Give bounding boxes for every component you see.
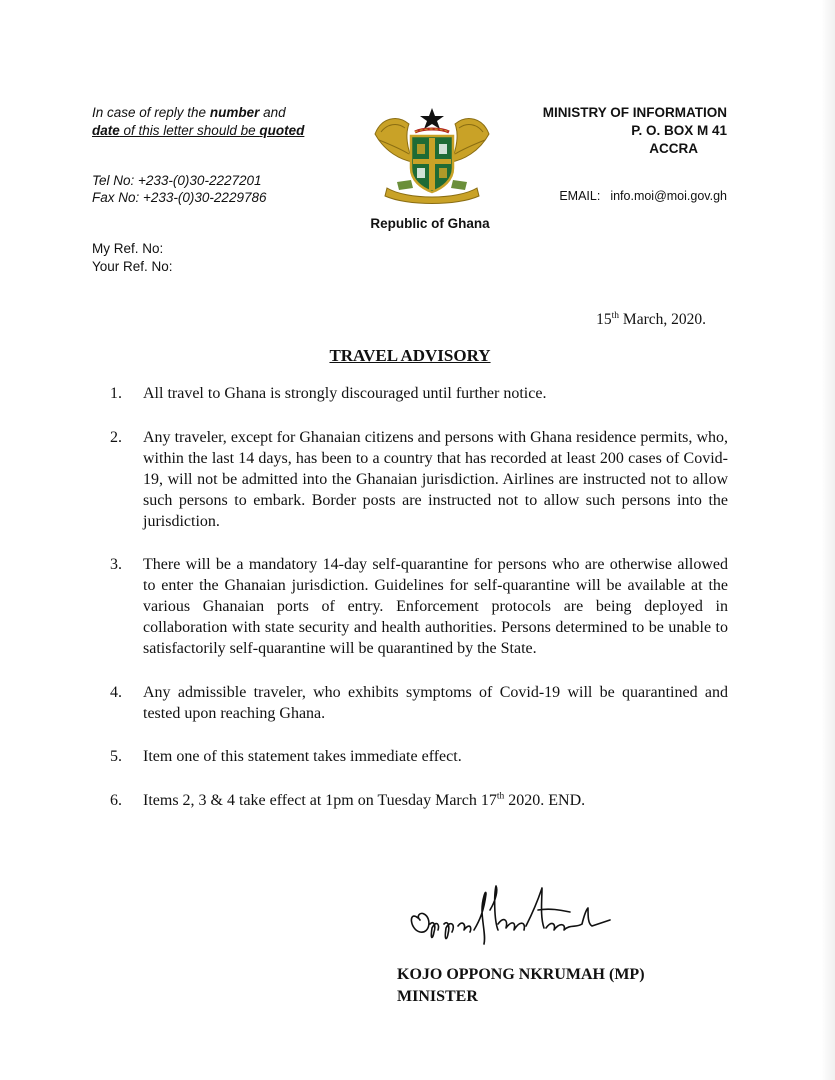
reply-number-word: number xyxy=(209,105,260,120)
letter-date: 15th March, 2020. xyxy=(596,310,706,328)
reference-numbers xyxy=(92,240,173,276)
email-label: EMAIL: xyxy=(559,189,601,203)
my-ref: My Ref. No: xyxy=(92,241,164,256)
your-ref: Your Ref. No: xyxy=(92,259,173,274)
list-item: 1. All travel to Ghana is strongly discouraged until further notice. xyxy=(110,385,547,402)
tel-number: Tel No: +233-(0)30-2227201 xyxy=(92,173,262,188)
list-item: 3. There will be a mandatory 14-day self-quarantine for persons who are otherwise allowed to enter the Ghanaian jurisdiction. Guidelines for self-quarantine will be available at the various Ghanaian ports of entry. Enforcement protocols are being deployed in collaboration with state security and health authorities. Persons determined to be unable to satisfactorily self-quarantine will be quarantined by the State. xyxy=(110,556,728,657)
list-item: 6. Items 2, 3 & 4 take effect at 1pm on Tuesday March 17th 2020. END. xyxy=(110,791,586,809)
ghana-coat-of-arms-icon xyxy=(367,104,497,208)
reply-date-word: date xyxy=(92,123,120,138)
ministry-name: MINISTRY OF INFORMATION xyxy=(542,105,727,120)
list-item: 4. Any admissible traveler, who exhibits symptoms of Covid-19 will be quarantined and tested upon reaching Ghana. xyxy=(110,683,728,722)
po-box: P. O. BOX M 41 xyxy=(631,123,727,138)
list-item: 5. Item one of this statement takes immediate effect. xyxy=(110,748,462,765)
republic-label: Republic of Ghana xyxy=(370,216,490,231)
minister-signature-icon xyxy=(400,880,625,950)
list-item: 2. Any traveler, except for Ghanaian citizens and persons with Ghana residence permits, who, within the last 14 days, has been to a country that has recorded at least 200 cases of Covid-19, will not be admitted into the Ghanaian jurisdiction. Airlines are instructed not to allow such persons to embark. Border posts are instructed not to allow such persons into the jurisdiction. xyxy=(110,428,728,530)
reply-instructions xyxy=(92,104,304,140)
signer-role: MINISTER xyxy=(397,988,478,1005)
contact-phones xyxy=(92,172,267,206)
ministry-address xyxy=(543,104,727,158)
advisory-title: TRAVEL ADVISORY xyxy=(329,346,491,365)
fax-number: Fax No: +233-(0)30-2229786 xyxy=(92,190,267,205)
reply-quoted-word: quoted xyxy=(259,123,305,138)
city: ACCRA xyxy=(649,141,698,156)
page-edge-shadow xyxy=(821,0,835,1080)
reply-line-2: date of this letter should be quoted xyxy=(92,123,305,138)
signer-name: KOJO OPPONG NKRUMAH (MP) xyxy=(397,966,645,983)
reply-line-1: In case of reply the number and xyxy=(92,105,286,120)
advisory-items xyxy=(110,383,728,833)
signer-block xyxy=(397,964,645,1008)
email-line xyxy=(559,189,727,203)
email-address: info.moi@moi.gov.gh xyxy=(610,189,727,203)
